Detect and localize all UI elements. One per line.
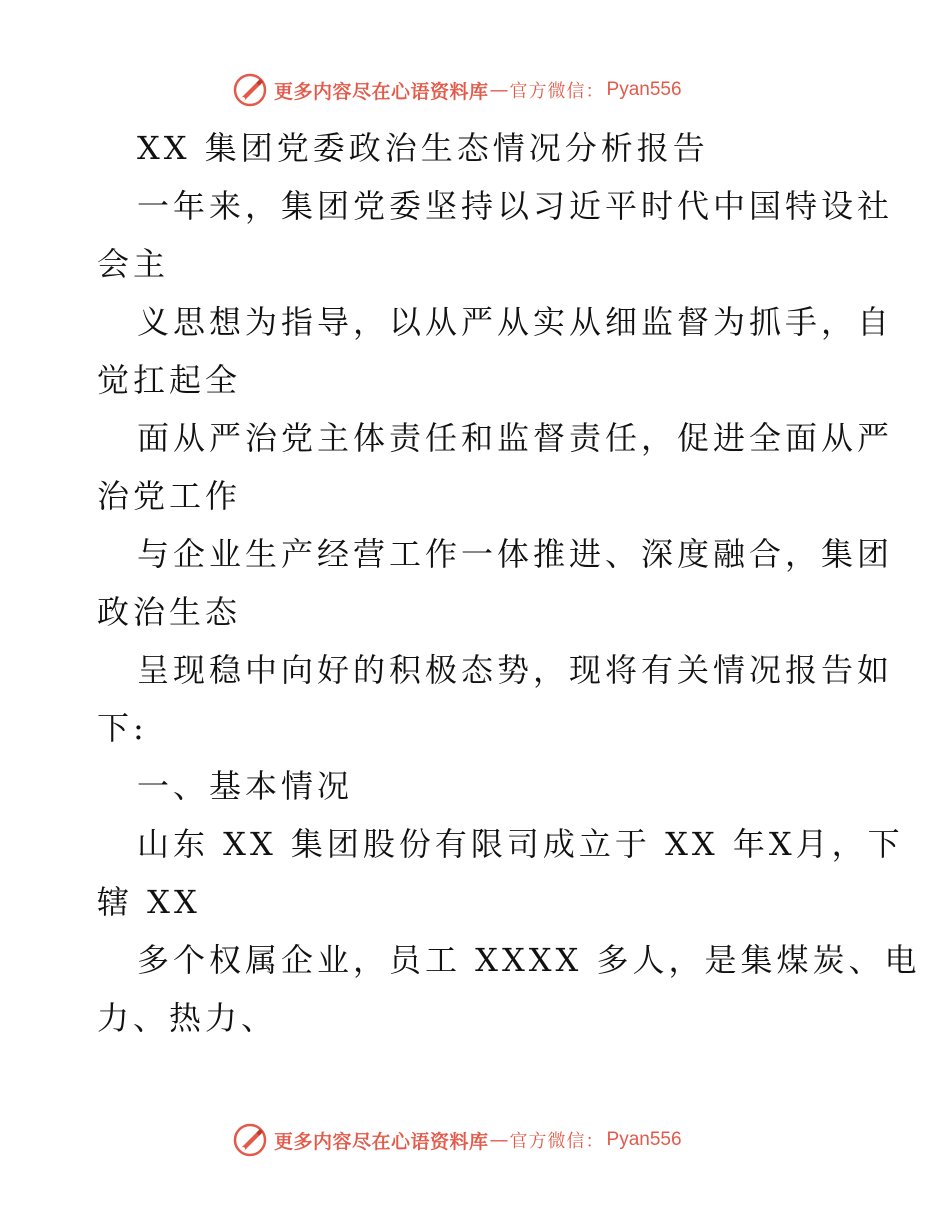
watermark-label: 官方微信： (509, 81, 605, 102)
paragraph-line: 义思想为指导，以从严从实从细监督为抓手，自 (137, 303, 894, 341)
document-title: XX 集团党委政治生态情况分析报告 (137, 129, 709, 167)
document-body (97, 119, 921, 1047)
section-heading: 一、基本情况 (137, 767, 354, 805)
paragraph-line: 山东 XX 集团股份有限司成立于 XX 年X月，下 (137, 825, 904, 863)
paragraph-line: 一年来，集团党委坚持以习近平时代中国特设社 (137, 187, 894, 225)
paragraph-line: 政治生态 (97, 593, 242, 631)
watermark-dash: — (489, 79, 509, 101)
paragraph-line: 与企业生产经营工作一体推进、深度融合，集团 (137, 535, 894, 573)
watermark-id: Pyan556 (606, 79, 682, 100)
watermark-footer (232, 1120, 682, 1160)
watermark-dash: — (489, 1129, 509, 1151)
watermark-id: Pyan556 (606, 1129, 682, 1150)
paragraph-line: 力、热力、 (97, 999, 278, 1037)
paragraph-line: 辖 XX (97, 883, 201, 921)
watermark-header (232, 70, 682, 110)
watermark-label: 官方微信： (509, 1131, 605, 1152)
paragraph-line: 多个权属企业，员工 XXXX 多人，是集煤炭、电 (137, 941, 921, 979)
pen-logo-icon (232, 72, 268, 108)
pen-logo-icon (232, 1122, 268, 1158)
paragraph-line: 治党工作 (97, 477, 242, 515)
paragraph-line: 觉扛起全 (97, 361, 242, 399)
paragraph-line: 下: (97, 709, 148, 747)
watermark-text: 更多内容尽在心语资料库 (274, 1130, 489, 1153)
paragraph-line: 呈现稳中向好的积极态势，现将有关情况报告如 (137, 651, 894, 689)
paragraph-line: 会主 (97, 245, 170, 283)
paragraph-line: 面从严治党主体责任和监督责任，促进全面从严 (137, 419, 894, 457)
watermark-text: 更多内容尽在心语资料库 (274, 80, 489, 103)
